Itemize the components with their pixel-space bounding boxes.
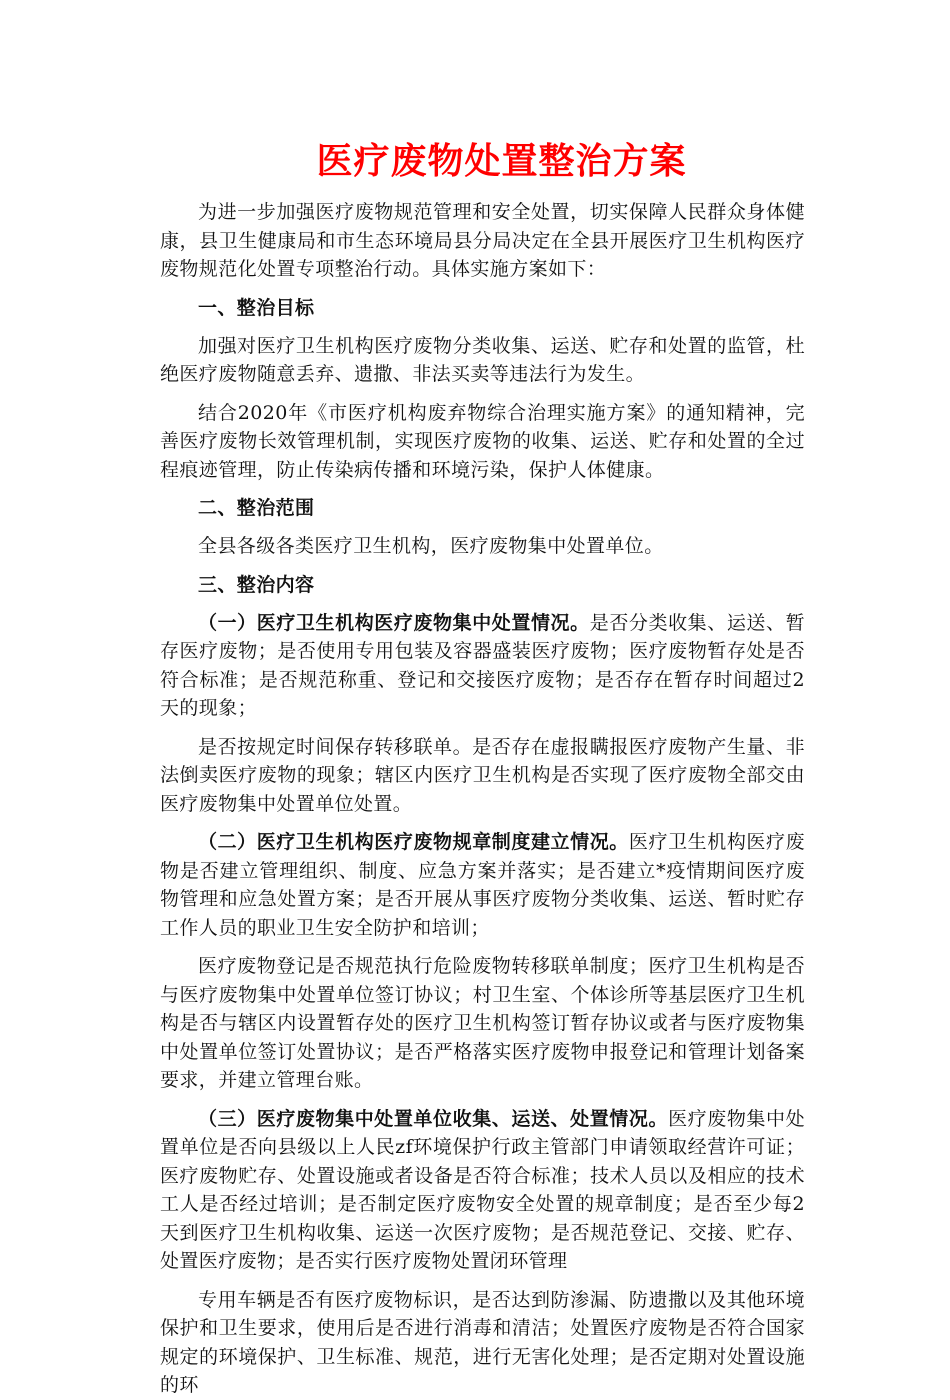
content-item-1 (160, 609, 805, 723)
scope-paragraph: 全县各级各类医疗卫生机构，医疗废物集中处置单位。 (198, 535, 664, 557)
content-item-3-lead: （三）医疗废物集中处置单位收集、运送、处置情况。 (198, 1107, 669, 1130)
content-item-2 (160, 828, 805, 942)
content-item-2-text: 医疗卫生机构医疗废物是否建立管理组织、制度、应急方案并落实；是否建立*疫情期间医疗废物管理和应急处置方案；是否开展从事医疗废物分类收集、运送、暂时贮存工作人员的职业卫生安全防护和培训； (160, 831, 805, 939)
content-item-3-text: 医疗废物集中处置单位是否向县级以上人民zf环境保护行政主管部门申请领取经营许可证；医疗废物贮存、处置设施或者设备是否符合标准；技术人员以及相应的技术工人是否经过培训；是否制定医疗废物安全处置的规章制度；是否至少每2天到医疗卫生机构收集、运送一次医疗废物；是否规范登记、交接、贮存、处置医疗废物；是否实行医疗废物处置闭环管理 (160, 1107, 805, 1272)
section-heading-scope: 二、整治范围 (198, 497, 315, 519)
intro-paragraph: 为进一步加强医疗废物规范管理和安全处置，切实保障人民群众身体健康，县卫生健康局和市生态环境局县分局决定在全县开展医疗卫生机构医疗废物规范化处置专项整治行动。具体实施方案如下： (160, 201, 805, 280)
content-item-3-paragraph-2: 专用车辆是否有医疗废物标识，是否达到防渗漏、防遗撒以及其他环境保护和卫生要求，使用后是否进行消毒和清洁；处置医疗废物是否符合国家规定的环境保护、卫生标准、规范，进行无害化处理；是否定期对处置设施的环 (160, 1288, 805, 1396)
content-item-2-paragraph-2: 医疗废物登记是否规范执行危险废物转移联单制度；医疗卫生机构是否与医疗废物集中处置单位签订协议；村卫生室、个体诊所等基层医疗卫生机构是否与辖区内设置暂存处的医疗卫生机构签订暂存协议或者与医疗废物集中处置单位签订处置协议；是否严格落实医疗废物申报登记和管理计划备案要求，并建立管理台账。 (160, 955, 805, 1091)
section-heading-content: 三、整治内容 (198, 573, 315, 596)
content-item-1-paragraph-2: 是否按规定时间保存转移联单。是否存在虚报瞒报医疗废物产生量、非法倒卖医疗废物的现象；辖区内医疗卫生机构是否实现了医疗废物全部交由医疗废物集中处置单位处置。 (160, 735, 805, 815)
content-item-2-lead: （二）医疗卫生机构医疗废物规章制度建立情况。 (198, 831, 629, 853)
content-item-1-lead: （一）医疗卫生机构医疗废物集中处置情况。 (198, 611, 590, 634)
content-item-3 (160, 1105, 805, 1276)
goals-paragraph-1: 加强对医疗卫生机构医疗废物分类收集、运送、贮存和处置的监管，杜绝医疗废物随意丢弃、遗撒、非法买卖等违法行为发生。 (160, 334, 805, 385)
document-title: 医疗废物处置整治方案 (316, 140, 687, 182)
content-item-1-text: 是否分类收集、运送、暂存医疗废物；是否使用专用包装及容器盛装医疗废物；医疗废物暂存处是否符合标准；是否规范称重、登记和交接医疗废物；是否存在暂存时间超过2天的现象； (160, 611, 805, 719)
section-heading-goals: 一、整治目标 (198, 296, 315, 319)
goals-paragraph-2: 结合2020年《市医疗机构废弃物综合治理实施方案》的通知精神，完善医疗废物长效管理机制，实现医疗废物的收集、运送、贮存和处置的全过程痕迹管理，防止传染病传播和环境污染，保护人体健康。 (160, 401, 805, 481)
